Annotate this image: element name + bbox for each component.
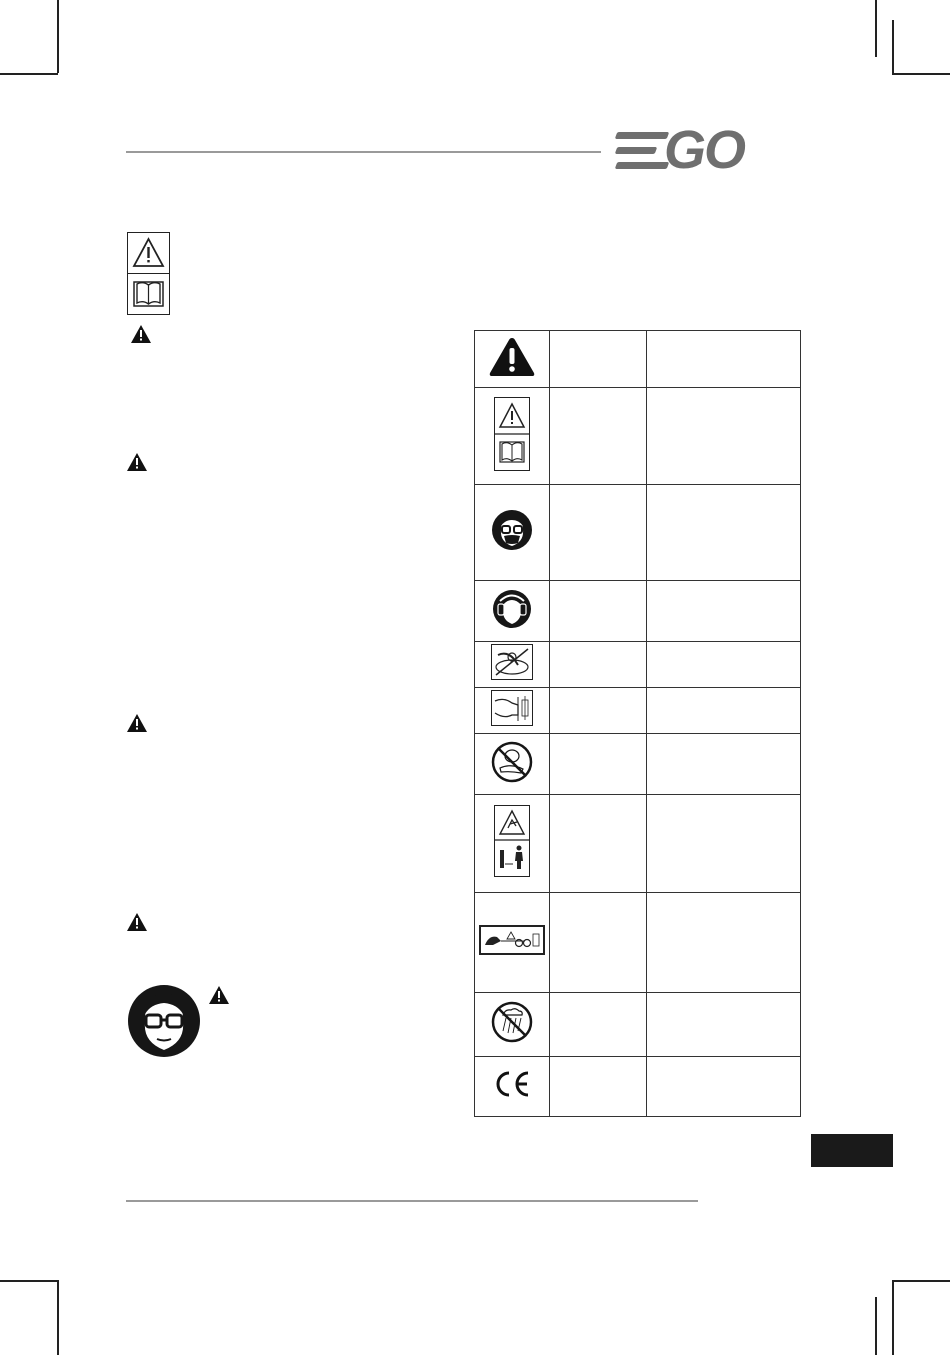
table-row bbox=[475, 331, 801, 388]
read-manual-icon bbox=[494, 397, 530, 471]
page-tab bbox=[811, 1134, 893, 1167]
table-cell bbox=[647, 485, 801, 581]
crop-mark bbox=[892, 1280, 950, 1282]
table-row bbox=[475, 388, 801, 485]
footer-rule bbox=[126, 1200, 698, 1202]
table-cell bbox=[647, 331, 801, 388]
table-cell bbox=[549, 734, 646, 795]
table-cell bbox=[549, 993, 646, 1057]
table-cell bbox=[647, 388, 801, 485]
logo-e-bar bbox=[615, 147, 658, 154]
no-blade-icon bbox=[491, 741, 533, 783]
table-icon-cell bbox=[475, 331, 550, 388]
warning-icon bbox=[126, 912, 148, 932]
safety-alert-icon bbox=[488, 336, 536, 378]
table-row bbox=[475, 642, 801, 688]
table-row bbox=[475, 485, 801, 581]
warning-icon bbox=[130, 324, 152, 344]
table-cell bbox=[549, 331, 646, 388]
table-row bbox=[475, 688, 801, 734]
table-cell bbox=[549, 388, 646, 485]
blade-hazard-icon bbox=[491, 644, 533, 680]
table-cell bbox=[647, 993, 801, 1057]
table-cell bbox=[549, 485, 646, 581]
safety-label bbox=[127, 232, 170, 315]
keep-distance-icon bbox=[494, 805, 530, 877]
table-row bbox=[475, 734, 801, 795]
table-cell bbox=[647, 893, 801, 993]
crop-mark bbox=[892, 1280, 894, 1355]
table-icon-cell bbox=[475, 795, 550, 893]
table-cell bbox=[647, 795, 801, 893]
table-icon-cell bbox=[475, 993, 550, 1057]
table-cell bbox=[549, 893, 646, 993]
ear-protection-icon bbox=[492, 589, 532, 629]
face-goggles-icon bbox=[127, 984, 201, 1058]
table-row bbox=[475, 795, 801, 893]
table-cell bbox=[647, 642, 801, 688]
table-cell bbox=[647, 1057, 801, 1117]
warning-icon bbox=[208, 985, 230, 1005]
logo-text: GO bbox=[664, 120, 745, 180]
crop-mark bbox=[57, 0, 59, 73]
table-icon-cell bbox=[475, 734, 550, 795]
eye-protection-mask-icon bbox=[491, 509, 533, 551]
logo-e-bar bbox=[615, 132, 670, 139]
symbol-table bbox=[474, 330, 801, 1117]
ce-mark-icon bbox=[491, 1069, 533, 1099]
line-diameter-icon bbox=[491, 690, 533, 726]
crop-mark bbox=[892, 73, 950, 75]
warning-icon bbox=[126, 713, 148, 733]
warning-icon bbox=[126, 452, 148, 472]
crop-mark bbox=[0, 1280, 58, 1282]
table-cell bbox=[549, 642, 646, 688]
table-icon-cell bbox=[475, 893, 550, 993]
table-cell bbox=[549, 1057, 646, 1117]
warning-triangle-icon bbox=[128, 233, 169, 274]
crop-mark bbox=[57, 1280, 59, 1355]
crop-mark bbox=[875, 0, 877, 57]
crop-mark bbox=[875, 1297, 877, 1355]
table-cell bbox=[549, 581, 646, 642]
table-cell bbox=[647, 581, 801, 642]
header-rule bbox=[126, 151, 601, 153]
table-cell bbox=[647, 688, 801, 734]
table-icon-cell bbox=[475, 688, 550, 734]
table-row bbox=[475, 1057, 801, 1117]
table-icon-cell bbox=[475, 388, 550, 485]
table-icon-cell bbox=[475, 581, 550, 642]
brand-logo bbox=[616, 120, 800, 180]
table-row bbox=[475, 893, 801, 993]
crop-mark bbox=[0, 73, 58, 75]
no-rain-icon bbox=[491, 1001, 533, 1043]
table-cell bbox=[647, 734, 801, 795]
table-icon-cell bbox=[475, 642, 550, 688]
table-cell bbox=[549, 688, 646, 734]
guard-label-icon bbox=[479, 925, 545, 955]
table-row bbox=[475, 581, 801, 642]
logo-e-bar bbox=[615, 162, 670, 169]
manual-book-icon bbox=[128, 274, 169, 314]
table-icon-cell bbox=[475, 485, 550, 581]
crop-mark bbox=[892, 20, 894, 74]
table-row bbox=[475, 993, 801, 1057]
table-cell bbox=[549, 795, 646, 893]
table-icon-cell bbox=[475, 1057, 550, 1117]
